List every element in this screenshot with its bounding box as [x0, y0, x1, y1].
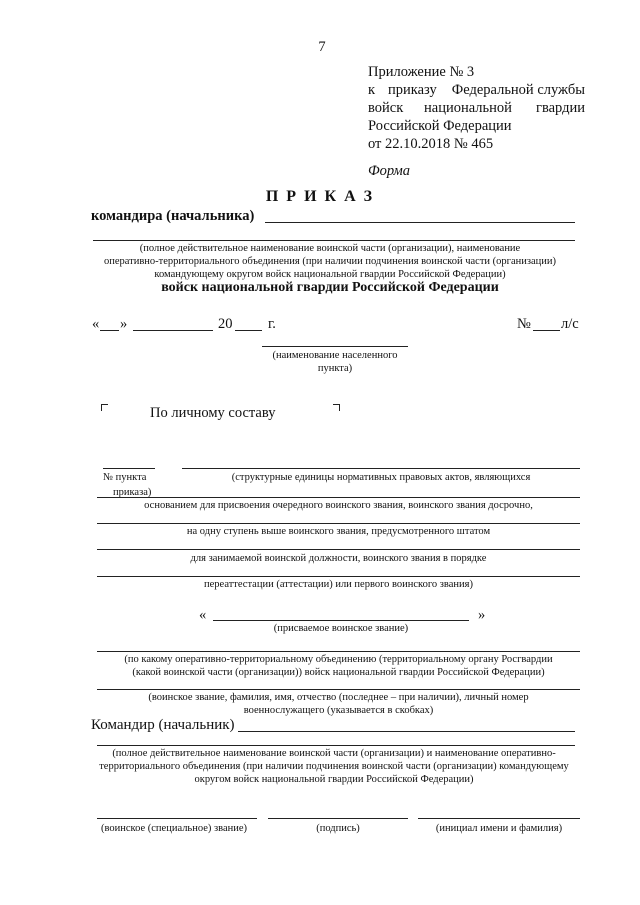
unit-name-field[interactable]	[93, 240, 575, 241]
rank-field[interactable]	[213, 620, 469, 621]
bracket-top-left-icon	[101, 404, 108, 411]
soldier-caption-line-1: (воинское звание, фамилия, имя, отчество (последнее – при наличии), личный номер	[148, 692, 529, 703]
name-signature-field[interactable]	[418, 818, 580, 819]
page-number: 7	[318, 39, 326, 55]
date-quote-close: »	[120, 316, 128, 332]
appendix-line-2-right: Федеральной службы	[451, 82, 585, 98]
item-number-field[interactable]	[103, 468, 155, 469]
basis-caption-line-5: переаттестации (аттестации) или первого воинского звания)	[204, 579, 473, 590]
basis-field-4[interactable]	[97, 549, 580, 550]
basis-field-3[interactable]	[97, 523, 580, 524]
body-caption	[90, 653, 587, 679]
commander-unit-caption	[80, 747, 588, 786]
bracket-top-right-icon	[333, 404, 340, 411]
year-prefix: 20	[218, 316, 233, 332]
basis-caption-line-3: на одну ступень выше воинского звания, предусмотренного штатом	[186, 526, 491, 537]
commander-unit-caption-line-2: территориального объединения (при наличии подчинения воинской части (организации) командующему	[99, 761, 569, 772]
place-caption	[255, 349, 415, 375]
basis-field-2[interactable]	[97, 497, 580, 498]
date-quote-open: «	[92, 316, 100, 332]
unit-caption-line-3: командующему округом войск национальной гвардии Российской Федерации)	[154, 269, 506, 280]
unit-caption-line-1: (полное действительное наименование воинской части (организации), наименование	[139, 243, 521, 254]
appendix-line-2-mid: приказу	[388, 82, 437, 98]
soldier-caption	[97, 691, 580, 717]
basis-caption-line-4: для занимаемой воинской должности, воинского звания в порядке	[190, 553, 487, 564]
commander-unit-field[interactable]	[97, 745, 575, 746]
appendix-line-3	[368, 99, 585, 117]
appendix-line-2-left: к	[368, 82, 376, 98]
appendix-line-4: Российской Федерации	[368, 118, 512, 134]
order-number-field[interactable]	[533, 330, 560, 331]
basis-caption-line-2: основанием для присвоения очередного воинского звания, воинского звания досрочно,	[144, 500, 533, 511]
body-caption-line-2: (какой воинской части (организации)) войск национальной гвардии Российской Федерации)	[132, 667, 545, 678]
basis-field-5[interactable]	[97, 576, 580, 577]
body-caption-line-1: (по какому оперативно-территориальному объединению (территориальному органу Росгвардии	[124, 654, 553, 665]
place-field[interactable]	[262, 346, 408, 347]
appendix-line-3-left: войск	[368, 100, 404, 116]
rank-quote-close: »	[478, 607, 486, 623]
year-field[interactable]	[235, 330, 262, 331]
unit-name-caption	[80, 242, 580, 281]
rank-signature-field[interactable]	[97, 818, 257, 819]
form-label: Форма	[368, 163, 410, 179]
appendix-title: Приложение № 3	[368, 64, 475, 80]
item-label-line-2: приказа)	[113, 487, 152, 498]
document-title: П Р И К А З	[265, 188, 375, 205]
name-signature-caption: (инициал имени и фамилия)	[435, 823, 563, 834]
basis-caption-line-1: (структурные единицы нормативных правовых актов, являющихся	[231, 472, 531, 483]
body-field[interactable]	[97, 651, 580, 652]
year-suffix: г.	[268, 316, 276, 332]
appendix-line-2	[368, 81, 585, 99]
rank-caption: (присваемое воинское звание)	[273, 623, 409, 634]
commander-of-label: командира (начальника)	[91, 208, 255, 224]
appendix-date: от 22.10.2018 № 465	[368, 136, 494, 152]
rank-signature-caption: (воинское (специальное) звание)	[101, 823, 248, 834]
commander-sign-label: Командир (начальник)	[91, 717, 235, 733]
unit-caption-line-2: оперативно-территориального объединения (при наличии подчинения воинской части (организации)	[103, 256, 557, 267]
signature-caption: (подпись)	[316, 823, 360, 834]
appendix-line-3-right: гвардии	[536, 100, 585, 116]
item-label-line-1: № пункта	[103, 472, 147, 483]
commander-sign-field[interactable]	[238, 731, 575, 732]
rank-quote-open: «	[199, 607, 207, 623]
place-caption-line-1: (наименование населенного	[272, 350, 398, 361]
troops-line: войск национальной гвардии Российской Федерации	[161, 280, 499, 295]
basis-field-1[interactable]	[182, 468, 580, 469]
number-sign: №	[517, 316, 531, 332]
commander-unit-caption-line-1: (полное действительное наименование воинской части (организации) и наименование оперативно-	[112, 748, 556, 759]
soldier-caption-line-2: военнослужащего (указывается в скобках)	[243, 705, 434, 716]
place-caption-line-2: пункта)	[317, 363, 353, 374]
signature-field[interactable]	[268, 818, 408, 819]
month-field[interactable]	[133, 330, 213, 331]
commander-unit-caption-line-3: округом войск национальной гвардии Российской Федерации)	[194, 774, 474, 785]
subject-text: По личному составу	[150, 405, 276, 421]
day-field[interactable]	[100, 330, 119, 331]
soldier-field[interactable]	[97, 689, 580, 690]
appendix-line-3-mid: национальной	[424, 100, 512, 116]
number-suffix: л/с	[561, 316, 579, 332]
commander-of-field[interactable]	[265, 222, 575, 223]
